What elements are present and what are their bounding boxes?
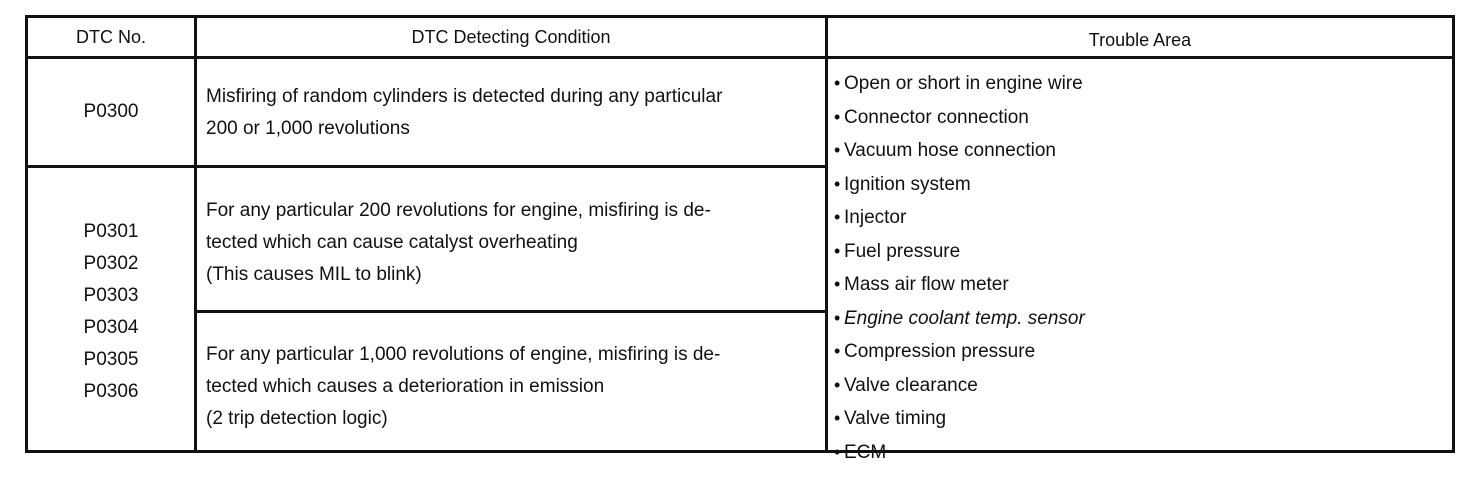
dtc-table (25, 15, 1455, 463)
trouble-area-label: Fuel pressure (844, 240, 961, 262)
bullet-icon: • (834, 341, 841, 361)
condition-line: (2 trip detection logic) (206, 408, 388, 429)
trouble-area-item (828, 235, 1452, 269)
trouble-area-item (828, 302, 1452, 336)
bullet-icon: • (834, 441, 841, 462)
trouble-area-label: Valve timing (844, 408, 947, 429)
trouble-area-item (828, 369, 1452, 403)
trouble-area-item (828, 101, 1452, 135)
condition-line: tected which causes a deterioration in emission (206, 376, 605, 397)
trouble-area-item (828, 402, 1452, 436)
trouble-area-label: Compression pressure (844, 341, 1036, 362)
trouble-area-cell (828, 59, 1452, 463)
bullet-icon: • (834, 240, 841, 261)
trouble-area-item (828, 335, 1452, 369)
trouble-area-label: Open or short in engine wire (844, 73, 1083, 94)
condition-line: 200 or 1,000 revolutions (206, 118, 410, 139)
bullet-icon: • (834, 408, 841, 428)
trouble-area-item (828, 268, 1452, 302)
condition-cell (197, 313, 825, 450)
header-dtc-no: DTC No. (75, 27, 146, 47)
bullet-icon: • (834, 274, 841, 294)
trouble-area-item (828, 67, 1452, 101)
condition-line: (This causes MIL to blink) (206, 264, 422, 285)
condition-cell (197, 59, 825, 165)
trouble-area-label: Mass air flow meter (844, 274, 1009, 295)
bullet-icon: • (834, 173, 841, 194)
trouble-area-list (828, 67, 1452, 469)
trouble-area-label: Valve clearance (844, 374, 978, 396)
bullet-icon: • (834, 374, 841, 395)
trouble-area-item (828, 436, 1452, 470)
bullet-icon: • (834, 307, 841, 328)
dtc-code: P0301 (83, 221, 139, 242)
bullet-icon: • (834, 73, 841, 93)
dtc-code: P0305 (83, 349, 139, 370)
trouble-area-item (828, 168, 1452, 202)
header-trouble-area: Trouble Area (1088, 30, 1192, 50)
condition-line: tected which can cause catalyst overheating (206, 232, 578, 253)
bullet-icon: • (834, 207, 841, 227)
header-condition: DTC Detecting Condition (411, 27, 611, 47)
trouble-area-item (828, 201, 1452, 235)
dtc-code-cell (28, 168, 194, 450)
trouble-area-item (828, 134, 1452, 168)
dtc-code: P0303 (83, 285, 139, 306)
trouble-area-label: Injector (844, 207, 907, 228)
condition-cell (197, 168, 825, 310)
dtc-code: P0306 (83, 381, 139, 402)
dtc-code: P0300 (83, 101, 139, 122)
trouble-area-label: Vacuum hose connection (844, 140, 1056, 161)
condition-line: For any particular 200 revolutions for engine, misfiring is de- (206, 200, 711, 221)
trouble-area-label: Engine coolant temp. sensor (844, 307, 1085, 329)
bullet-icon: • (834, 106, 841, 127)
trouble-area-label: ECM (844, 441, 887, 463)
dtc-code-cell (28, 59, 194, 165)
condition-line: Misfiring of random cylinders is detected during any particular (206, 86, 723, 107)
dtc-code: P0302 (83, 253, 139, 274)
dtc-code: P0304 (83, 317, 139, 338)
condition-line: For any particular 1,000 revolutions of engine, misfiring is de- (206, 344, 721, 365)
trouble-area-label: Connector connection (844, 106, 1029, 128)
bullet-icon: • (834, 140, 841, 160)
trouble-area-label: Ignition system (844, 173, 971, 195)
